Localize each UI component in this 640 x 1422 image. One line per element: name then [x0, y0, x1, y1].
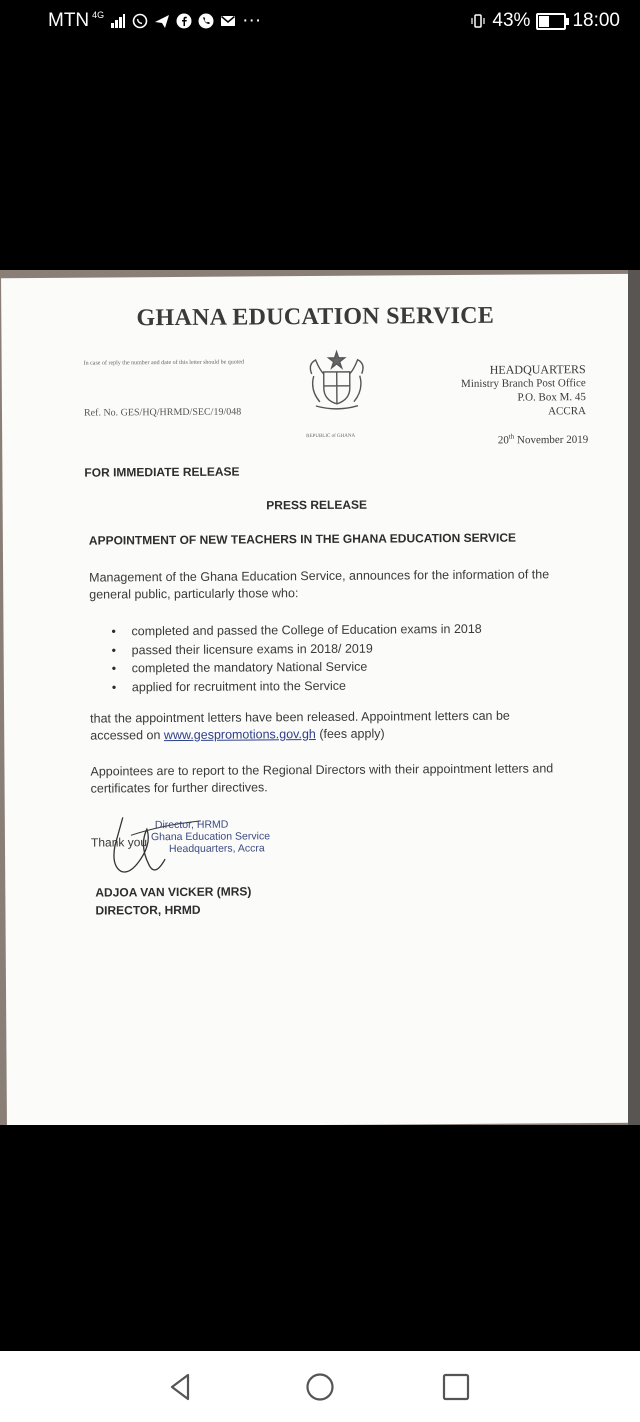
- list-item: • applied for recruitment into the Service: [112, 675, 482, 696]
- address-line: ACCRA: [548, 405, 587, 418]
- status-left: [48, 10, 261, 32]
- battery-icon: [536, 13, 566, 30]
- letter-document: [1, 274, 635, 1125]
- signal-icon: [110, 13, 126, 29]
- paragraph-letters-text: that the appointment letters have been released. Appointment letters can be accessed on: [90, 708, 510, 743]
- list-item: • passed their licensure exams in 2018/ 2019: [112, 638, 482, 659]
- letter-date: [498, 432, 588, 446]
- official-stamp: [150, 818, 271, 856]
- date-month-year: November 2019: [514, 433, 589, 447]
- more-notifications-icon: ···: [242, 10, 262, 31]
- fees-note: (fees apply): [315, 726, 385, 742]
- release-heading: APPOINTMENT OF NEW TEACHERS IN THE GHANA EDUCATION SERVICE: [88, 530, 517, 548]
- coat-of-arms-icon: [302, 344, 372, 414]
- signatory-block: [95, 882, 251, 919]
- battery-percent: 43%: [492, 10, 531, 31]
- org-title: GHANA EDUCATION SERVICE: [136, 302, 495, 332]
- phone-call-icon: [198, 13, 214, 29]
- facebook-icon: [176, 13, 192, 29]
- immediate-release-label: FOR IMMEDIATE RELEASE: [84, 464, 240, 480]
- coat-of-arms-caption: REPUBLIC of GHANA: [306, 433, 356, 440]
- criteria-list: [111, 620, 482, 697]
- send-icon: [154, 13, 170, 29]
- clock: 18:00: [572, 10, 620, 31]
- date-day: 20: [497, 434, 509, 447]
- home-button[interactable]: [304, 1371, 336, 1403]
- carrier-label: MTN: [48, 10, 90, 31]
- address-block: [461, 362, 586, 419]
- whatsapp-icon: [132, 13, 148, 29]
- stamp-line: Ghana Education Service: [150, 830, 271, 844]
- recent-apps-button[interactable]: [440, 1371, 472, 1403]
- network-type: 4G: [92, 10, 105, 20]
- letter-paper: [1, 274, 635, 1125]
- signer-title: DIRECTOR, HRMD: [95, 902, 201, 918]
- list-item: • completed and passed the College of Education exams in 2018: [111, 620, 481, 641]
- thank-you: Thank you: [90, 835, 148, 850]
- photo-edge: [628, 270, 640, 1125]
- navigation-bar: [0, 1351, 640, 1422]
- signer-name: ADJOA VAN VICKER (MRS): [95, 884, 252, 900]
- letter-photo[interactable]: [0, 270, 640, 1125]
- vibrate-icon: [470, 13, 486, 29]
- paragraph-letters: [90, 707, 560, 744]
- stamp-line: Headquarters, Accra: [168, 842, 265, 856]
- reply-note: In case of reply the number and date of this letter should be quoted: [83, 359, 245, 367]
- address-line: P.O. Box M. 45: [517, 391, 586, 404]
- gespromotions-link: www.gespromotions.gov.gh: [163, 727, 316, 743]
- status-right: [470, 10, 620, 32]
- date-suffix: th: [508, 432, 515, 441]
- mail-icon: [220, 13, 236, 29]
- list-item: • completed the mandatory National Service: [112, 657, 482, 678]
- address-line: HEADQUARTERS: [489, 362, 586, 377]
- address-line: Ministry Branch Post Office: [460, 377, 586, 390]
- status-bar: [0, 0, 640, 44]
- paragraph-report: Appointees are to report to the Regional Directors with their appointment letters and certificates for further directives.: [90, 761, 554, 796]
- paragraph-intro: Management of the Ghana Education Service, announces for the information of the general public, particularly those who:: [89, 567, 550, 602]
- stamp-line: Director, HRMD: [154, 818, 229, 832]
- back-button[interactable]: [164, 1371, 196, 1403]
- press-release-label: PRESS RELEASE: [266, 497, 368, 513]
- reference-number: Ref. No. GES/HQ/HRMD/SEC/19/048: [83, 406, 242, 419]
